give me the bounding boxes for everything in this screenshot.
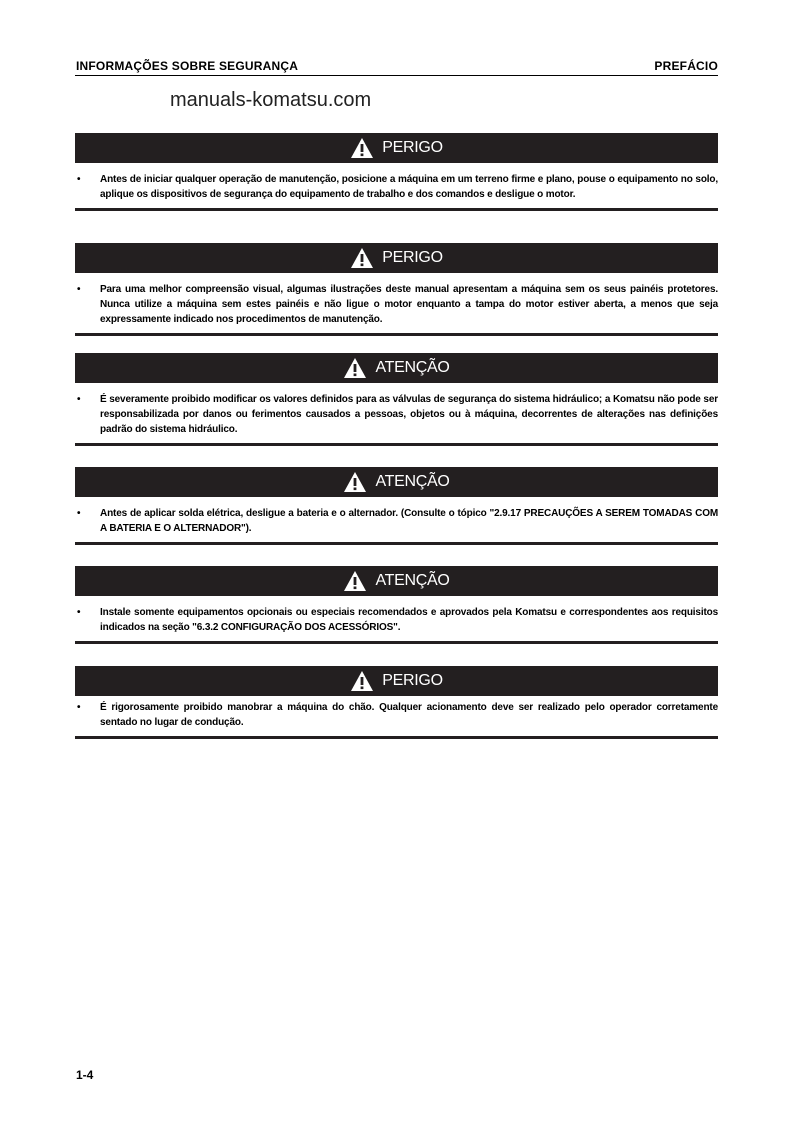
warning-block-5 <box>75 566 718 644</box>
warning-banner <box>75 467 718 497</box>
warning-triangle-icon <box>343 357 367 379</box>
list-item <box>75 605 718 635</box>
bullet: • <box>77 394 81 405</box>
list-item <box>75 282 718 327</box>
list-item <box>75 506 718 536</box>
warning-triangle-icon <box>350 137 374 159</box>
divider <box>75 736 718 739</box>
warning-text: É rigorosamente proibido manobrar a máquina do chão. Qualquer acionamento deve ser realizado pelo operador corretamente sentado no lugar de condução. <box>100 702 718 728</box>
divider <box>75 208 718 211</box>
warning-level: ATENÇÃO <box>375 473 450 490</box>
warning-triangle-icon <box>350 670 374 692</box>
divider <box>75 333 718 336</box>
watermark: manuals-komatsu.com <box>170 89 372 111</box>
divider <box>75 542 718 545</box>
bullet: • <box>77 174 81 185</box>
warning-level: ATENÇÃO <box>375 572 450 589</box>
section-title: INFORMAÇÕES SOBRE SEGURANÇA <box>76 59 299 73</box>
warning-block-2 <box>75 243 718 336</box>
warning-banner <box>75 353 718 383</box>
warning-level: ATENÇÃO <box>375 359 450 376</box>
header-divider <box>75 75 718 76</box>
list-item <box>75 172 718 202</box>
bullet: • <box>77 702 81 713</box>
bullet: • <box>77 284 81 295</box>
warning-text: É severamente proibido modificar os valores definidos para as válvulas de segurança do sistema hidráulico; a Komatsu não pode ser responsabilizada por danos ou ferimentos causados a pessoas, objetos ou à máquina, decorrentes de alterações nas definições padrão do sistema hidráulico. <box>100 394 718 435</box>
warning-block-1 <box>75 133 718 211</box>
warning-text: Antes de iniciar qualquer operação de manutenção, posicione a máquina em um terreno firme e plano, pouse o equipamento no solo, aplique os dispositivos de segurança do equipamento de trabalho e dos comandos e desligue o motor. <box>100 174 718 200</box>
warning-block-3 <box>75 353 718 446</box>
warning-triangle-icon <box>343 471 367 493</box>
warning-level: PERIGO <box>382 139 443 156</box>
warning-block-6 <box>75 666 718 739</box>
divider <box>75 641 718 644</box>
warning-banner <box>75 566 718 596</box>
warning-banner <box>75 243 718 273</box>
warning-triangle-icon <box>343 570 367 592</box>
page-number: 1-4 <box>76 1068 94 1082</box>
warning-banner <box>75 666 718 696</box>
warning-banner <box>75 133 718 163</box>
warning-text: Instale somente equipamentos opcionais ou especiais recomendados e aprovados pela Komatsu e correspondentes aos requisitos indicados na seção "6.3.2 CONFIGURAÇÃO DOS ACESSÓRIOS". <box>100 607 718 633</box>
chapter-title: PREFÁCIO <box>654 59 718 73</box>
warning-text: Antes de aplicar solda elétrica, desligue a bateria e o alternador. (Consulte o tópico "2.9.17 PRECAUÇÕES A SEREM TOMADAS COM A BATERIA E O ALTERNADOR"). <box>100 508 718 534</box>
warning-level: PERIGO <box>382 672 443 689</box>
warning-block-4 <box>75 467 718 545</box>
warning-level: PERIGO <box>382 249 443 266</box>
list-item <box>75 392 718 437</box>
list-item <box>75 700 718 730</box>
divider <box>75 443 718 446</box>
warning-triangle-icon <box>350 247 374 269</box>
bullet: • <box>77 508 81 519</box>
bullet: • <box>77 607 81 618</box>
warning-text: Para uma melhor compreensão visual, algumas ilustrações deste manual apresentam a máquina sem os seus painéis protetores. Nunca utilize a máquina sem estes painéis e não ligue o motor enquanto a tampa do motor estiver aberta, a menos que seja expressamente indicado nos procedimentos de manutenção. <box>100 284 718 325</box>
